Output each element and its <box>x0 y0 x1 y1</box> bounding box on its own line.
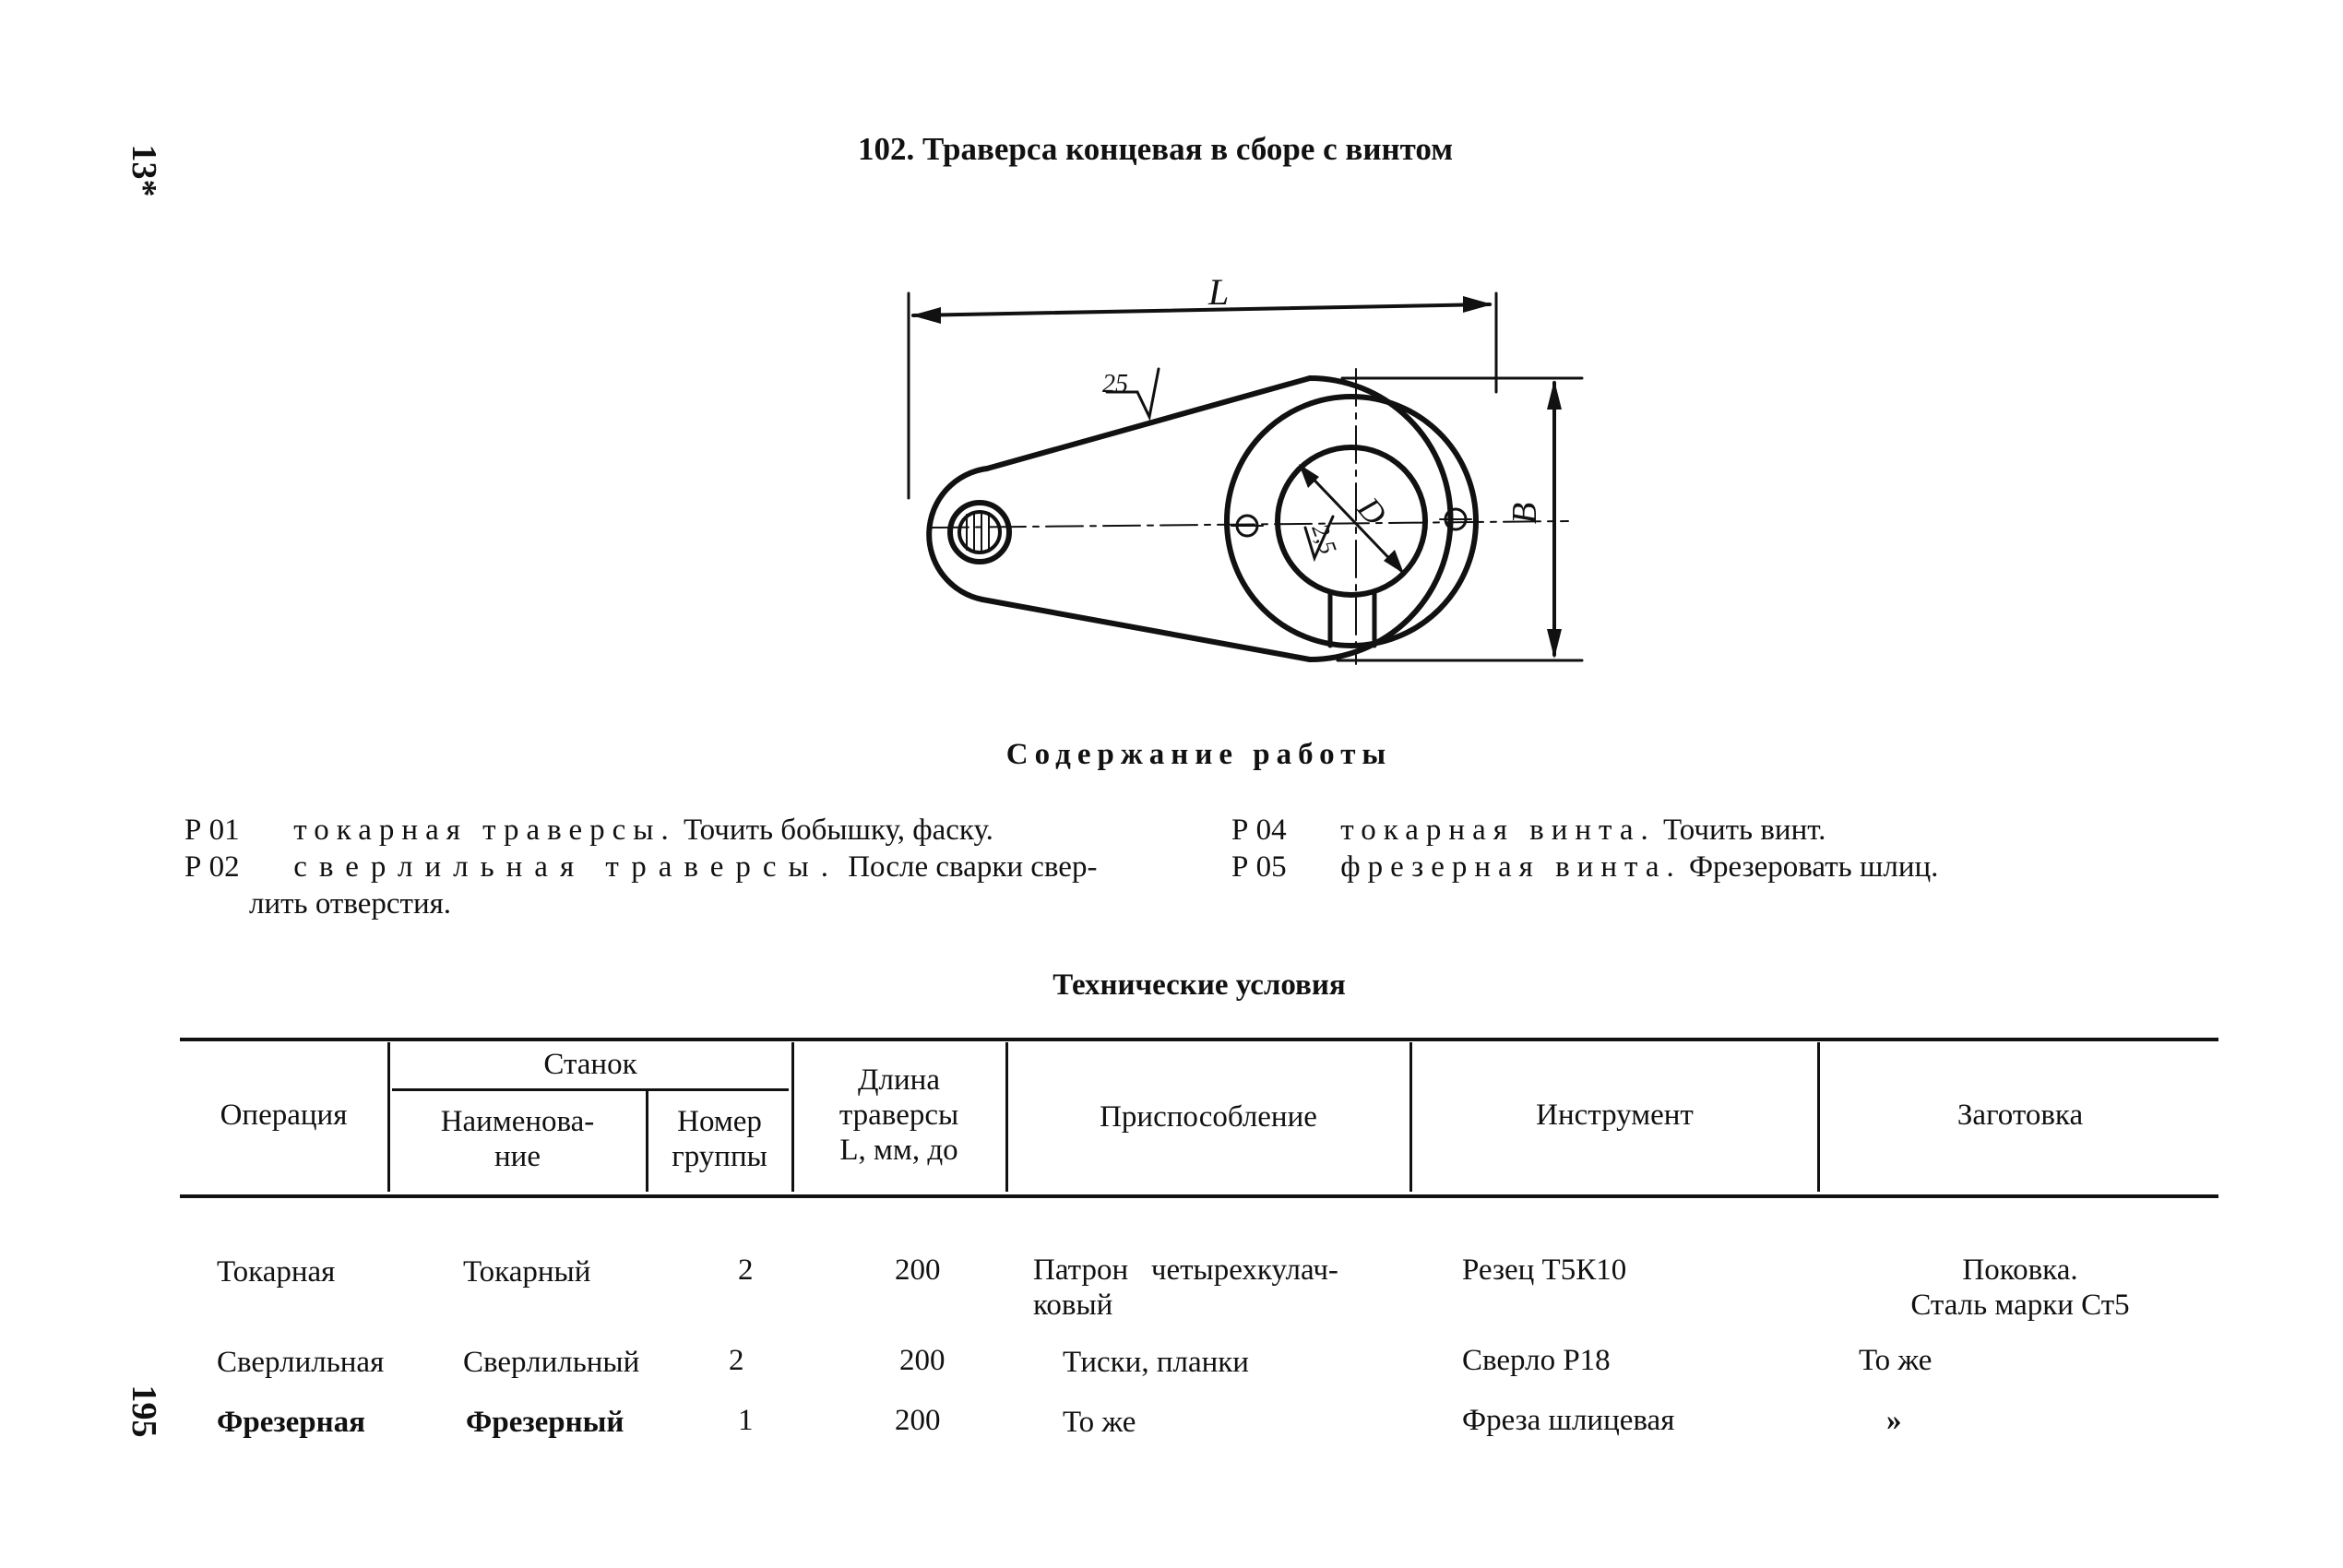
header-length: Длина траверсы L, мм, до <box>838 1063 959 1167</box>
operation-continuation: лить отверстия. <box>249 887 452 921</box>
row-fixture: То же <box>1063 1406 1136 1439</box>
operation-text: Фрезеровать шлиц. <box>1688 850 1939 884</box>
operation-name: сверлильная траверсы. <box>293 850 840 884</box>
operation-item <box>1231 812 1826 849</box>
row-tool: Сверло Р18 <box>1462 1344 1611 1377</box>
row-fixture: Тиски, планки <box>1063 1346 1249 1379</box>
row-length: 200 <box>895 1404 941 1437</box>
header-machine: Станок <box>543 1048 637 1081</box>
table-top-rule <box>180 1038 2218 1041</box>
operation-item <box>184 812 993 849</box>
margin-signature: 13* <box>125 144 163 197</box>
operation-name: токарная винта. <box>1340 814 1656 847</box>
operation-text: Точить винт. <box>1663 814 1826 847</box>
header-blank: Заготовка <box>1956 1099 2084 1132</box>
roughness-2-5-label: 2,5 <box>1306 520 1342 558</box>
header-operation: Операция <box>220 1099 348 1132</box>
work-content-heading: Содержание работы <box>1005 738 1393 771</box>
row-length: 200 <box>895 1253 941 1287</box>
column-divider <box>646 1091 648 1192</box>
operation-item <box>184 849 1098 921</box>
row-blank: » <box>1886 1404 1902 1437</box>
operation-name: токарная траверсы. <box>293 814 676 847</box>
page-number: 195 <box>125 1384 163 1438</box>
operation-text: Точить бобышку, фаску. <box>683 814 993 847</box>
row-operation: Сверлильная <box>217 1346 385 1379</box>
row-operation: Фрезерная <box>217 1406 365 1439</box>
row-machine-name: Фрезерный <box>466 1406 624 1439</box>
machine-group-rule <box>392 1088 789 1091</box>
row-machine-name: Токарный <box>463 1255 591 1289</box>
diameter-D-label: D <box>1350 490 1395 533</box>
row-operation: Токарная <box>217 1255 336 1289</box>
column-divider <box>791 1042 794 1192</box>
row-group: 2 <box>729 1344 744 1377</box>
row-tool: Фреза шлицевая <box>1462 1404 1675 1437</box>
part-drawing <box>886 267 1587 692</box>
operation-code: Р 04 <box>1231 814 1287 847</box>
operation-code: Р 02 <box>184 850 240 884</box>
header-machine-name: Наименова- ние <box>440 1105 595 1173</box>
operation-text: После сварки свер- <box>848 850 1098 884</box>
column-divider <box>1005 1042 1008 1192</box>
operation-code: Р 01 <box>184 814 240 847</box>
header-machine-group: Номер группы <box>672 1105 767 1173</box>
roughness-25-label: 25 <box>1102 370 1128 398</box>
column-divider <box>1817 1042 1820 1192</box>
row-blank: То же <box>1859 1344 1933 1377</box>
row-blank: Поковка. Сталь марки Ст5 <box>1910 1253 2130 1322</box>
row-machine-name: Сверлильный <box>463 1346 640 1379</box>
row-length: 200 <box>899 1344 946 1377</box>
row-tool: Резец Т5К10 <box>1462 1253 1627 1287</box>
header-tool: Инструмент <box>1536 1099 1694 1132</box>
row-fixture: Патрон четырехкулач- ковый <box>1033 1253 1338 1322</box>
operation-name: фрезерная винта. <box>1340 850 1682 884</box>
column-divider <box>387 1042 390 1192</box>
dimension-B-label: B <box>1505 502 1544 524</box>
dimension-L-label: L <box>1208 271 1230 313</box>
tech-conditions-heading: Технические условия <box>1053 968 1346 1002</box>
table-header-rule <box>180 1194 2218 1198</box>
header-fixture: Приспособление <box>1100 1100 1317 1134</box>
row-group: 1 <box>738 1404 754 1437</box>
row-group: 2 <box>738 1253 754 1287</box>
column-divider <box>1409 1042 1412 1192</box>
operation-item <box>1231 849 1938 885</box>
page-title: 102. Траверса концевая в сборе с винтом <box>858 131 1454 167</box>
operation-code: Р 05 <box>1231 850 1287 884</box>
